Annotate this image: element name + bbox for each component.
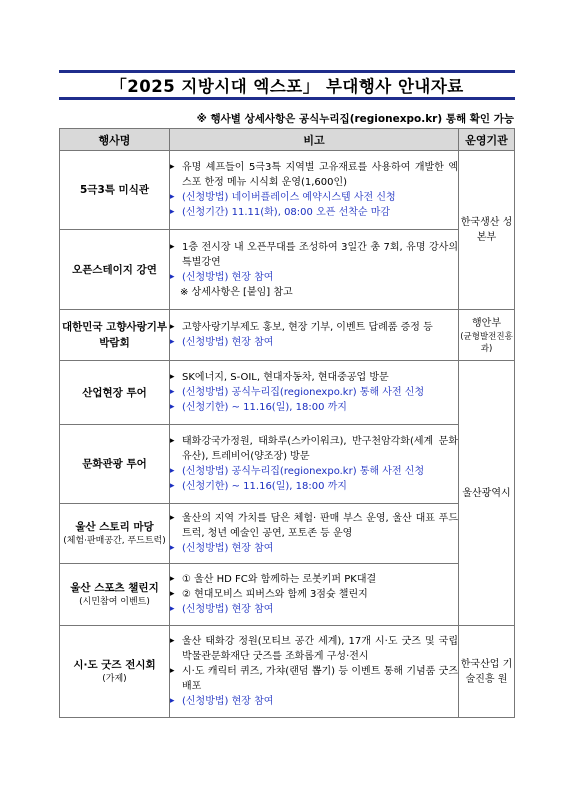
- org-name: 한국생산 성본부: [460, 217, 513, 243]
- list-item: ▸ (신청방법) 현장 참여: [170, 602, 458, 617]
- event-desc: [170, 230, 459, 310]
- list-item: ▸ SK에너지, S-OIL, 현대자동차, 현대중공업 방문: [170, 370, 458, 385]
- header-org: 운영기관: [459, 129, 515, 151]
- events-table: [59, 128, 515, 718]
- event-name: 문화관광 투어: [60, 425, 170, 504]
- event-subtitle: (가제): [102, 674, 127, 684]
- event-desc: [170, 504, 459, 564]
- org-cell: [459, 361, 515, 626]
- list-item: ▸ (신청방법) 네이버플레이스 예약시스템 사전 신청: [170, 190, 458, 205]
- event-desc: [170, 425, 459, 504]
- event-title: 시·도 굿즈 전시회: [73, 659, 156, 671]
- list-item: ▸ (신청기한) ~ 11.16(일), 18:00 까지: [170, 479, 458, 494]
- list-item: ▸ (신청기한) ~ 11.16(일), 18:00 까지: [170, 400, 458, 415]
- list-item: ▸ (신청방법) 현장 참여: [170, 541, 458, 556]
- title-box: [59, 70, 515, 100]
- list-item: ▸ 울산의 지역 가치를 담은 체험· 판매 부스 운영, 울산 대표 푸드트럭, 청년 예술인 공연, 포토존 등 운영: [170, 511, 458, 541]
- event-name: 대한민국 고향사랑기부 박람회: [60, 310, 170, 361]
- table-row: [60, 564, 515, 626]
- notice-text: ※ 행사별 상세사항은 공식누리집(regionexpo.kr) 통해 확인 가능: [196, 113, 514, 125]
- header-row: [60, 129, 515, 151]
- table-row: [60, 310, 515, 361]
- event-name: [60, 626, 170, 718]
- list-item: ▸ (신청방법) 공식누리집(regionexpo.kr) 통해 사전 신청: [170, 385, 458, 400]
- org-cell: [459, 310, 515, 361]
- event-subtitle: (시민참여 이벤트): [79, 597, 150, 607]
- event-desc: [170, 626, 459, 718]
- list-item: ▸ ② 현대모비스 피버스와 함께 3점슛 챌린지: [170, 587, 458, 602]
- list-item: ▸ (신청기간) 11.11(화), 08:00 오픈 선착순 마감: [170, 205, 458, 220]
- note-text: ※ 상세사항은 [붙임] 참고: [180, 286, 293, 298]
- org-name: 한국산업 기술진흥 원: [460, 658, 513, 685]
- event-desc: [170, 361, 459, 425]
- header-name: 행사명: [60, 129, 170, 151]
- event-name: 5극3특 미식관: [60, 151, 170, 230]
- event-name: [60, 504, 170, 564]
- list-item: ▸ (신청방법) 현장 참여: [170, 694, 458, 709]
- event-desc: [170, 564, 459, 626]
- event-name: 산업현장 투어: [60, 361, 170, 425]
- table-row: [60, 361, 515, 425]
- event-title: 울산 스포츠 챌린지: [70, 582, 159, 594]
- page-title: 「2025 지방시대 엑스포」 부대행사 안내자료: [110, 77, 464, 96]
- org-sub: (균형발전진흥과): [460, 331, 513, 354]
- list-item: ▸ 태화강국가정원, 태화루(스카이워크), 반구천암각화(세계 문화유산), 트레비어(양조장) 방문: [170, 434, 458, 464]
- list-item: ▸ 고향사랑기부제도 홍보, 현장 기부, 이벤트 답례품 증정 등: [170, 320, 458, 335]
- event-title: 울산 스토리 마당: [75, 521, 154, 533]
- list-item: ▸ ① 울산 HD FC와 함께하는 로봇키퍼 PK대결: [170, 572, 458, 587]
- org-cell: [459, 626, 515, 718]
- table-row: [60, 504, 515, 564]
- org-name: 행안부: [472, 317, 501, 329]
- list-item: ▸ 시·도 캐릭터 퀴즈, 가챠(랜덤 뽑기) 등 이벤트 통해 기념품 굿즈 배포: [170, 664, 458, 694]
- list-item: ▸ 유명 셰프들이 5극3특 지역별 고유재료를 사용하여 개발한 엑스포 한정 메뉴 시식회 운영(1,600인): [170, 160, 458, 190]
- table-row: [60, 425, 515, 504]
- event-subtitle: (체험·판매공간, 푸드트럭): [63, 536, 166, 546]
- header-desc: 비고: [170, 129, 459, 151]
- event-name: 오픈스테이지 강연: [60, 230, 170, 310]
- list-item: ▸ (신청방법) 공식누리집(regionexpo.kr) 통해 사전 신청: [170, 464, 458, 479]
- list-item: ▸ (신청방법) 현장 참여: [170, 335, 458, 350]
- event-name: [60, 564, 170, 626]
- event-desc: [170, 151, 459, 230]
- list-item: ▸ (신청방법) 현장 참여: [170, 270, 458, 285]
- table-row: [60, 626, 515, 718]
- org-cell: [459, 151, 515, 310]
- list-item: ▸ 1층 전시장 내 오픈무대를 조성하여 3일간 총 7회, 유명 강사의 특별강연: [170, 240, 458, 270]
- event-desc: [170, 310, 459, 361]
- list-item: ▸ 울산 태화강 정원(모티브 공간 세계), 17개 시·도 굿즈 및 국립박물관문화재단 굿즈를 조화롭게 구성·전시: [170, 634, 458, 664]
- table-row: [60, 230, 515, 310]
- table-row: [60, 151, 515, 230]
- org-name: 울산광역시: [462, 487, 511, 499]
